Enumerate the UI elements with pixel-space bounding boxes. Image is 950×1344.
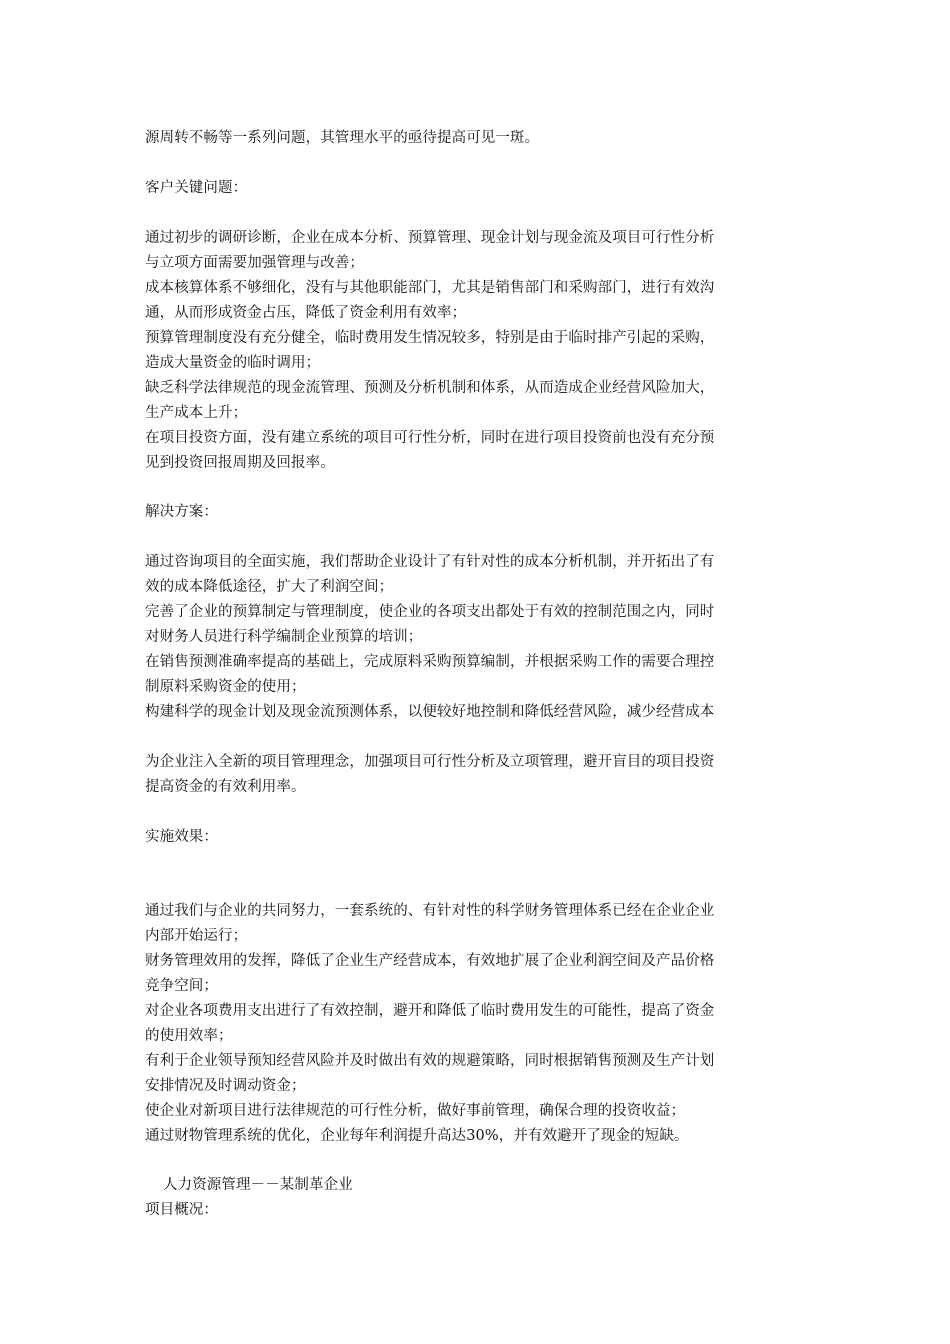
project-overview-label: 项目概况：: [145, 1202, 218, 1218]
key-issues-line: 生产成本上升；: [145, 405, 248, 421]
key-issues-heading: 客户关键问题：: [145, 180, 248, 196]
effects-line: 使企业对新项目进行法律规范的可行性分析，做好事前管理，确保合理的投资收益；: [145, 1103, 686, 1119]
key-issues-line: 造成大量资金的临时调用；: [145, 355, 321, 371]
key-issues-line: 预算管理制度没有充分健全，临时费用发生情况较多，特别是由于临时排产引起的采购，: [145, 330, 715, 346]
next-case-title: 人力资源管理－－某制革企业: [163, 1177, 353, 1193]
key-issues-line: 成本核算体系不够细化，没有与其他职能部门，尤其是销售部门和采购部门，进行有效沟: [145, 280, 715, 296]
solution-line: 构建科学的现金计划及现金流预测体系，以便较好地控制和降低经营风险，减少经营成本: [145, 704, 715, 720]
effects-line: 内部开始运行；: [145, 928, 248, 944]
solution-line: 通过咨询项目的全面实施，我们帮助企业设计了有针对性的成本分析机制，并开拓出了有: [145, 554, 715, 570]
key-issues-line: 在项目投资方面，没有建立系统的项目可行性分析，同时在进行项目投资前也没有充分预: [145, 430, 715, 446]
effects-line: 通过财物管理系统的优化，企业每年利润提升高达30%，并有效避开了现金的短缺。: [145, 1128, 689, 1144]
solution-line: 完善了企业的预算制定与管理制度，使企业的各项支出都处于有效的控制范围之内，同时: [145, 604, 715, 620]
effects-line: 安排情况及时调动资金；: [145, 1078, 306, 1094]
solution-extra-line: 为企业注入全新的项目管理理念，加强项目可行性分析及立项管理，避开盲目的项目投资: [145, 754, 715, 770]
intro-line: 源周转不畅等一系列问题，其管理水平的亟待提高可见一斑。: [145, 130, 540, 146]
solution-line: 对财务人员进行科学编制企业预算的培训；: [145, 629, 423, 645]
effects-line: 对企业各项费用支出进行了有效控制，避开和降低了临时费用发生的可能性，提高了资金: [145, 1003, 715, 1019]
solution-line: 在销售预测准确率提高的基础上，完成原料采购预算编制，并根据采购工作的需要合理控: [145, 654, 715, 670]
key-issues-line: 通过初步的调研诊断，企业在成本分析、预算管理、现金计划与现金流及项目可行性分析: [145, 230, 715, 246]
key-issues-line: 见到投资回报周期及回报率。: [145, 455, 335, 471]
effects-line: 竞争空间；: [145, 978, 218, 994]
solution-extra-line: 提高资金的有效利用率。: [145, 779, 306, 795]
effects-line: 通过我们与企业的共同努力，一套系统的、有针对性的科学财务管理体系已经在企业企业: [145, 903, 715, 919]
effects-heading: 实施效果：: [145, 829, 218, 845]
solution-line: 效的成本降低途径，扩大了利润空间；: [145, 579, 394, 595]
solution-heading: 解决方案：: [145, 504, 218, 520]
effects-line: 有利于企业领导预知经营风险并及时做出有效的规避策略，同时根据销售预测及生产计划: [145, 1053, 715, 1069]
effects-line: 的使用效率；: [145, 1028, 233, 1044]
effects-line: 财务管理效用的发挥，降低了企业生产经营成本，有效地扩展了企业利润空间及产品价格: [145, 953, 715, 969]
solution-line: 制原料采购资金的使用；: [145, 679, 306, 695]
key-issues-line: 与立项方面需要加强管理与改善；: [145, 255, 364, 271]
key-issues-line: 缺乏科学法律规范的现金流管理、预测及分析机制和体系，从而造成企业经营风险加大，: [145, 380, 715, 396]
key-issues-line: 通，从而形成资金占压，降低了资金利用有效率；: [145, 305, 467, 321]
